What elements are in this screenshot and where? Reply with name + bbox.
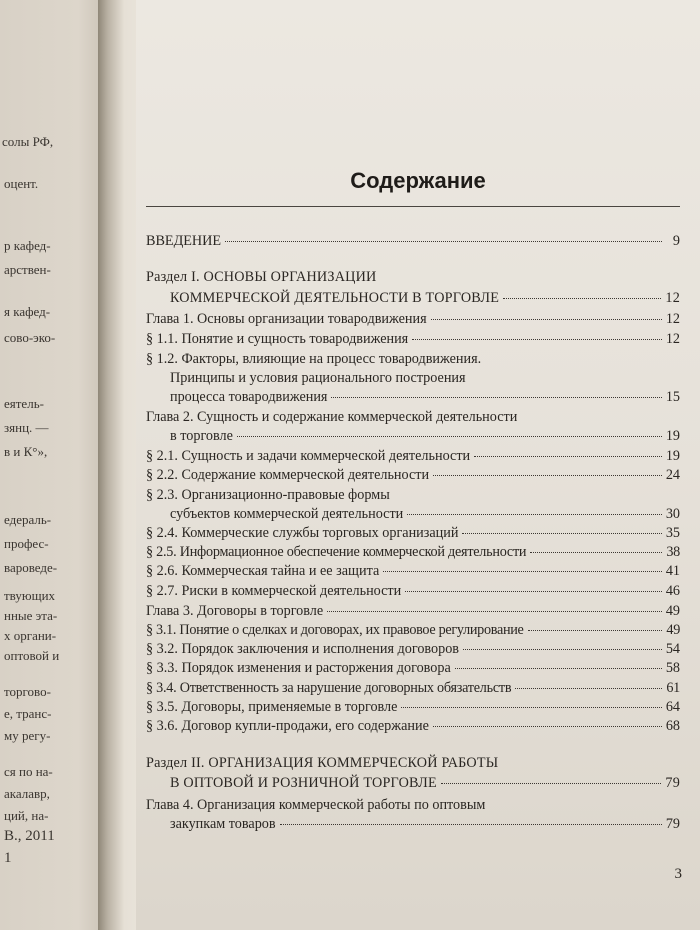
toc-section-1-2-line2: Принципы и условия рационального построения	[170, 370, 466, 386]
toc-entry-chapter-4[interactable]	[170, 815, 680, 833]
toc-page-number: 79	[665, 775, 680, 791]
toc-entry-title: § 1.1. Понятие и сущность товародвижения	[146, 331, 409, 347]
left-page-fragment: оптовой и	[4, 648, 60, 663]
toc-entry-title: Глава 3. Договоры в торговле	[146, 603, 324, 619]
left-page-fragment: зянц. —	[4, 420, 49, 435]
toc-entry-title: § 3.2. Порядок заключения и исполнения договоров	[146, 641, 460, 657]
toc-dot-leader	[455, 668, 662, 669]
left-page-fragment: арствен-	[4, 262, 51, 277]
toc-page-number: 19	[665, 448, 680, 464]
toc-entry-title: § 2.4. Коммерческие службы торговых организаций	[146, 525, 459, 541]
left-page-fragment: ций, на-	[4, 808, 49, 823]
left-page-fragment: торгово-	[4, 684, 51, 699]
left-page-fragment: В., 2011	[4, 828, 55, 844]
toc-page-number: 46	[665, 583, 680, 599]
toc-chapter-4-line1: Глава 4. Организация коммерческой работы по оптовым	[146, 797, 486, 813]
left-page-fragment: солы РФ,	[2, 134, 54, 149]
toc-page-number: 35	[665, 525, 680, 541]
left-page-fragment: х органи-	[4, 628, 57, 643]
toc-entry-part2[interactable]	[170, 774, 680, 792]
left-page-fragment: ся по на-	[4, 764, 53, 779]
toc-dot-leader	[433, 726, 662, 727]
left-page-fragment: профес-	[4, 536, 49, 551]
toc-entry-title: закупкам товаров	[170, 816, 276, 832]
toc-page-number: 12	[665, 331, 680, 347]
left-page-fragment: едераль-	[4, 512, 52, 527]
toc-section-1-2-line1: § 1.2. Факторы, влияющие на процесс товародвижения.	[146, 351, 482, 367]
toc-entry-title: § 2.5. Информационное обеспечение коммерческой деятельности	[146, 544, 527, 560]
toc-page-number: 49	[665, 603, 680, 619]
toc-entry-title: § 3.3. Порядок изменения и расторжения договора	[146, 660, 451, 676]
toc-part2-line1: Раздел II. ОРГАНИЗАЦИЯ КОММЕРЧЕСКОЙ РАБОТЫ	[146, 755, 499, 771]
toc-dot-leader	[383, 571, 662, 572]
toc-dot-leader	[401, 707, 661, 708]
toc-dot-leader	[431, 319, 662, 320]
toc-dot-leader	[280, 824, 662, 825]
toc-entry-chapter-3[interactable]	[146, 602, 680, 620]
toc-entry-section-2-6[interactable]	[146, 562, 680, 580]
toc-entry-chapter-1[interactable]	[146, 310, 680, 328]
toc-dot-leader	[412, 339, 662, 340]
left-page-fragment: 1	[4, 850, 12, 866]
left-page-fragment: в и К°»,	[4, 444, 48, 459]
toc-entry-title: В ОПТОВОЙ И РОЗНИЧНОЙ ТОРГОВЛЕ	[170, 775, 437, 791]
toc-dot-leader	[433, 475, 662, 476]
left-page-fragment: оцент.	[4, 176, 39, 191]
left-page-fragment: р кафед-	[4, 238, 51, 253]
toc-page-number: 15	[665, 389, 680, 405]
toc-page-number: 19	[665, 428, 680, 444]
toc-entry-section-2-4[interactable]	[146, 524, 680, 542]
toc-entry-chapter-2[interactable]	[170, 427, 680, 445]
toc-entry-title: в торговле	[170, 428, 233, 444]
toc-page-number: 58	[665, 660, 680, 676]
left-page-fragment: акалавр,	[4, 786, 50, 801]
toc-page-number: 64	[665, 699, 680, 715]
left-page-fragment: му регу-	[4, 728, 51, 743]
page-number: 3	[674, 866, 682, 882]
title-divider	[146, 206, 680, 207]
toc-entry-title: § 3.5. Договоры, применяемые в торговле	[146, 699, 398, 715]
toc-part1-line1: Раздел I. ОСНОВЫ ОРГАНИЗАЦИИ	[146, 269, 377, 285]
contents-page	[136, 0, 700, 930]
toc-dot-leader	[503, 298, 661, 299]
toc-page-number: 9	[672, 233, 680, 249]
toc-entry-section-3-2[interactable]	[146, 640, 680, 658]
toc-entry-section-1-1[interactable]	[146, 330, 680, 348]
left-page-fragment: еятель-	[4, 396, 44, 411]
toc-dot-leader	[441, 783, 662, 784]
toc-dot-leader	[463, 649, 662, 650]
toc-section-2-3-line1: § 2.3. Организационно-правовые формы	[146, 487, 390, 503]
toc-entry-section-2-5[interactable]	[146, 543, 680, 561]
toc-entry-title: § 2.7. Риски в коммерческой деятельности	[146, 583, 402, 599]
toc-dot-leader	[474, 456, 662, 457]
toc-chapter-2-line1: Глава 2. Сущность и содержание коммерческой деятельности	[146, 409, 518, 425]
page-title: Содержание	[350, 168, 486, 193]
toc-entry-title: процесса товародвижения	[170, 389, 328, 405]
toc-page-number: 38	[666, 544, 680, 560]
left-page-fragment: вароведе-	[4, 560, 58, 575]
toc-page-number: 61	[666, 680, 680, 696]
toc-entry-title: § 3.1. Понятие о сделках и договорах, их правовое регулирование	[146, 622, 524, 638]
toc-dot-leader	[237, 436, 662, 437]
toc-entry-section-3-1[interactable]	[146, 621, 680, 639]
toc-dot-leader	[515, 688, 662, 689]
left-facing-page	[0, 0, 112, 930]
toc-page-number: 12	[665, 290, 680, 306]
toc-page-number: 79	[665, 816, 680, 832]
toc-page-number: 54	[665, 641, 680, 657]
toc-entry-section-3-4[interactable]	[146, 679, 680, 697]
toc-entry-title: § 2.6. Коммерческая тайна и ее защита	[146, 563, 380, 579]
toc-page-number: 68	[665, 718, 680, 734]
toc-entry-section-3-6[interactable]	[146, 717, 680, 735]
toc-dot-leader	[462, 533, 661, 534]
toc-entry-section-2-2[interactable]	[146, 466, 680, 484]
toc-dot-leader	[327, 611, 662, 612]
toc-dot-leader	[331, 397, 661, 398]
toc-entry-title: Глава 1. Основы организации товародвижения	[146, 311, 427, 327]
left-page-fragment: е, транс-	[4, 706, 52, 721]
toc-dot-leader	[530, 552, 662, 553]
left-page-fragment: нные эта-	[4, 608, 58, 623]
toc-dot-leader	[407, 514, 662, 515]
toc-entry-title: КОММЕРЧЕСКОЙ ДЕЯТЕЛЬНОСТИ В ТОРГОВЛЕ	[170, 290, 500, 306]
toc-entry-title: § 2.1. Сущность и задачи коммерческой деятельности	[146, 448, 471, 464]
toc-entry-section-2-1[interactable]	[146, 447, 680, 465]
toc-entry-section-1-2[interactable]	[170, 388, 680, 406]
toc-entry-title: § 3.4. Ответственность за нарушение договорных обязательств	[146, 680, 512, 696]
toc-dot-leader	[405, 591, 662, 592]
toc-entry-section-3-5[interactable]	[146, 698, 680, 716]
toc-entry-section-3-3[interactable]	[146, 659, 680, 677]
toc-page-number: 24	[665, 467, 680, 483]
left-page-fragment: я кафед-	[4, 304, 51, 319]
toc-page-number: 49	[666, 622, 680, 638]
toc-entry-part1[interactable]	[170, 289, 680, 307]
toc-dot-leader	[528, 630, 662, 631]
left-page-fragment: сово-эко-	[4, 330, 56, 345]
toc-entry-intro[interactable]	[146, 232, 680, 250]
toc-page-number: 41	[665, 563, 680, 579]
toc-entry-title: § 2.2. Содержание коммерческой деятельности	[146, 467, 430, 483]
toc-entry-title: субъектов коммерческой деятельности	[170, 506, 404, 522]
toc-entry-section-2-3[interactable]	[170, 505, 680, 523]
toc-page-number: 30	[665, 506, 680, 522]
toc-entry-title: § 3.6. Договор купли-продажи, его содержание	[146, 718, 429, 734]
toc-entry-section-2-7[interactable]	[146, 582, 680, 600]
toc-page-number: 12	[665, 311, 680, 327]
toc-dot-leader	[225, 241, 662, 242]
toc-entry-title: ВВЕДЕНИЕ	[146, 233, 222, 249]
left-page-fragment: твующих	[4, 588, 56, 603]
